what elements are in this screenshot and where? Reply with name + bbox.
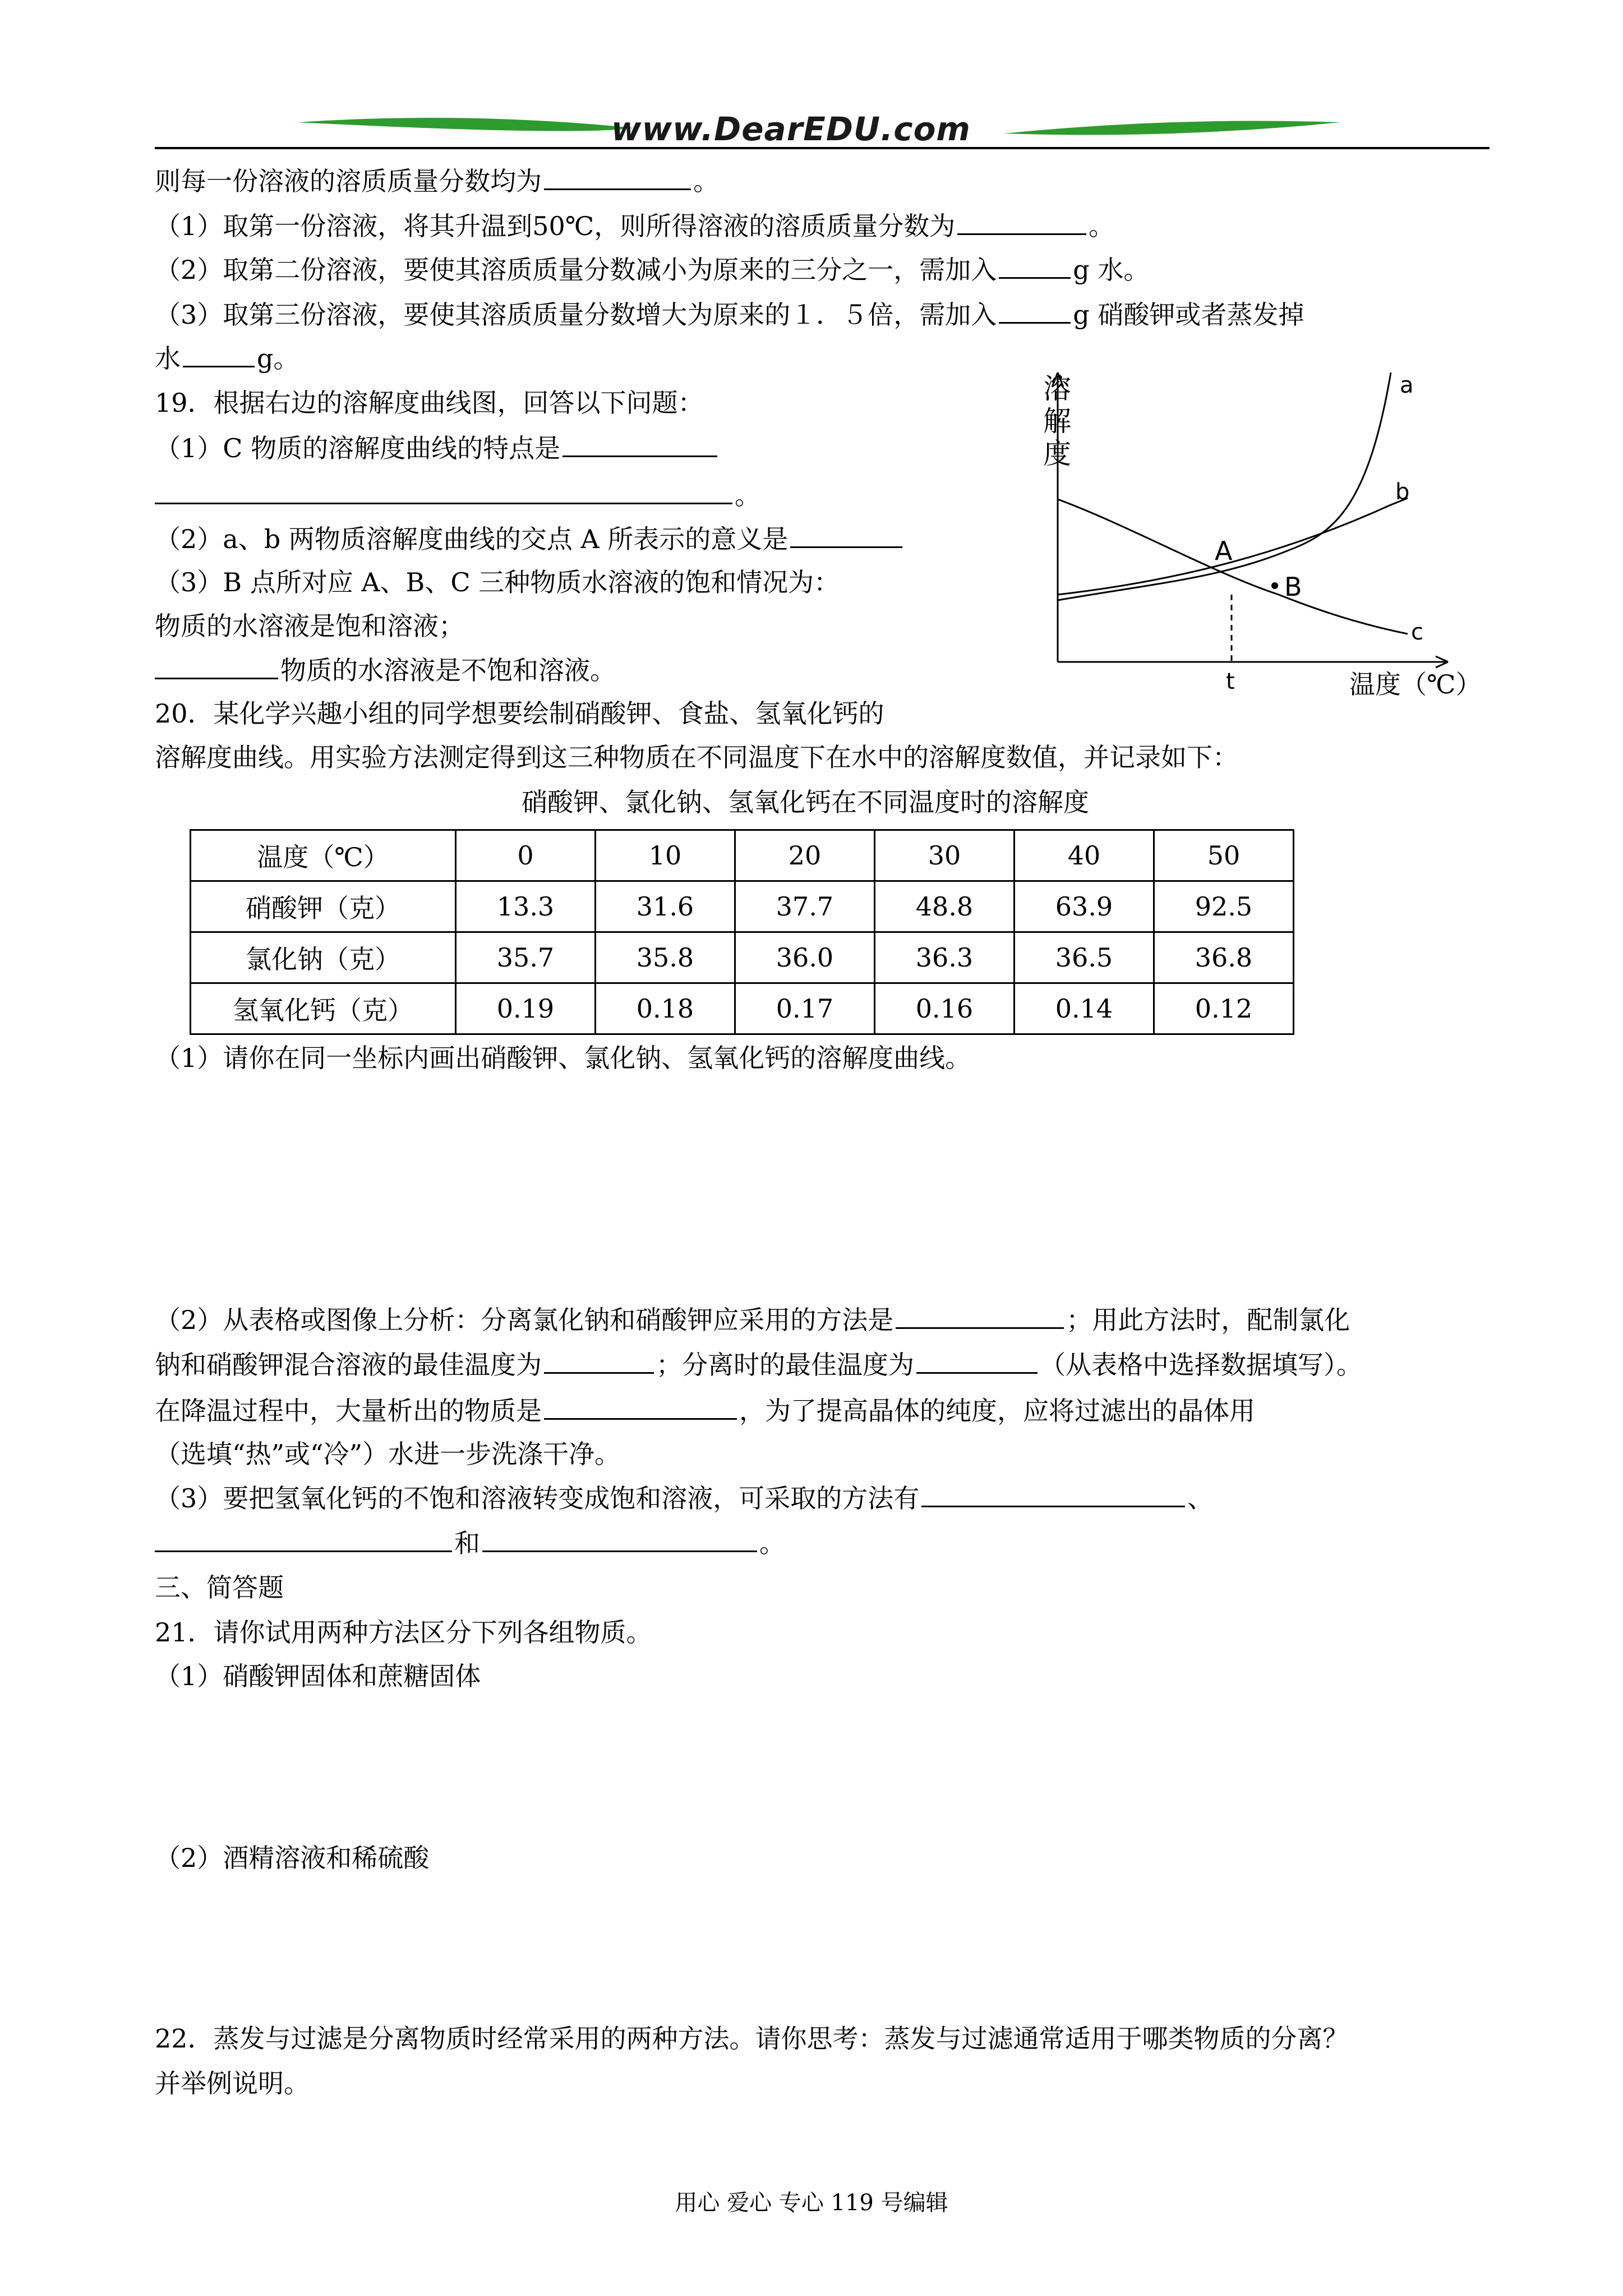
table-cell: 35.7 [456, 932, 596, 983]
solubility-table [190, 829, 1294, 1035]
table-caption: 硝酸钾、氯化钠、氢氧化钙在不同温度时的溶解度 [522, 787, 1089, 817]
table-row-header: 硝酸钾（克） [191, 881, 456, 932]
question-19-1-cont: 。 [155, 478, 760, 512]
question-21: 21．请你试用两种方法区分下列各组物质。 [155, 1617, 652, 1648]
curve-b [1058, 498, 1408, 595]
header-logo-text: www.DearEDU.com [611, 110, 971, 148]
answer-blank[interactable] [896, 1303, 1064, 1329]
answer-blank[interactable] [544, 1347, 654, 1374]
question-20-3: （3）要把氢氧化钙的不饱和溶液转变成饱和溶液，可采取的方法有 、 [155, 1481, 1213, 1515]
answer-blank[interactable] [921, 1481, 1185, 1507]
table-cell: 30 [875, 830, 1015, 881]
y-axis-label-2: 解 [1043, 405, 1071, 438]
table-cell: 40 [1015, 830, 1154, 881]
answer-blank[interactable] [544, 164, 691, 190]
table-cell: 36.8 [1154, 932, 1294, 983]
question-20-2-cont3: （选填“热”或“冷”）水进一步洗涤干净。 [155, 1439, 621, 1469]
table-cell: 92.5 [1154, 881, 1294, 932]
table-row-header: 温度（℃） [191, 830, 456, 881]
table-row [191, 881, 1294, 932]
point-A-label: A [1215, 536, 1233, 566]
y-axis-label-3: 度 [1043, 438, 1071, 470]
table-cell: 36.5 [1015, 932, 1154, 983]
table-cell: 36.3 [875, 932, 1015, 983]
table-cell: 0.17 [735, 983, 875, 1034]
table-cell: 31.6 [596, 881, 735, 932]
table-cell: 0.14 [1015, 983, 1154, 1034]
answer-blank[interactable] [562, 431, 717, 457]
answer-blank[interactable] [155, 478, 732, 504]
question-19-3a: 物质的水溶液是饱和溶液； [155, 611, 464, 641]
table-cell: 50 [1154, 830, 1294, 881]
answer-blank[interactable] [999, 252, 1071, 279]
question-19: 19．根据右边的溶解度曲线图，回答以下问题： [155, 388, 704, 418]
question-20-cont: 溶解度曲线。用实验方法测定得到这三种物质在不同温度下在水中的溶解度数值，并记录如下： [155, 742, 1238, 772]
answer-blank[interactable] [790, 522, 902, 548]
question-20-2: （2）从表格或图像上分析：分离氯化钠和硝酸钾应采用的方法是 ；用此方法时，配制氯化 [155, 1303, 1350, 1337]
table-row-header: 氯化钠（克） [191, 932, 456, 983]
answer-blank[interactable] [544, 1393, 737, 1420]
line-fraction: 则每一份溶液的溶质质量分数均为 。 [155, 164, 719, 198]
question-21-2: （2）酒精溶液和稀硫酸 [155, 1843, 430, 1873]
answer-blank[interactable] [999, 297, 1071, 324]
answer-blank[interactable] [957, 209, 1086, 235]
question-19-2: （2）a、b 两物质溶解度曲线的交点 A 所表示的意义是 [155, 522, 905, 556]
question-22: 22．蒸发与过滤是分离物质时经常采用的两种方法。请你思考：蒸发与过滤通常适用于哪类物质的分离？ [155, 2023, 1349, 2054]
solubility-curve-graph [1043, 365, 1492, 724]
answer-blank[interactable] [916, 1347, 1038, 1374]
line-q3-cont: 水 g。 [155, 341, 299, 375]
table-row-header: 氢氧化钙（克） [191, 983, 456, 1034]
line-q3: （3）取第三份溶液，要使其溶质质量分数增大为原来的１．５倍，需加入 g 硝酸钾或者蒸发掉 [155, 297, 1304, 332]
question-20-2-cont: 钠和硝酸钾混合溶液的最佳温度为 ；分离时的最佳温度为 （从表格中选择数据填写）。 [155, 1347, 1362, 1382]
question-20-1: （1）请你在同一坐标内画出硝酸钾、氯化钠、氢氧化钙的溶解度曲线。 [155, 1043, 971, 1073]
point-B-dot [1271, 582, 1278, 589]
table-cell: 13.3 [456, 881, 596, 932]
table-cell: 35.8 [596, 932, 735, 983]
answer-blank[interactable] [183, 341, 255, 367]
tick-t-label: t [1226, 669, 1235, 694]
table-cell: 0.16 [875, 983, 1015, 1034]
question-20-2-cont2: 在降温过程中，大量析出的物质是 ，为了提高晶体的纯度，应将过滤出的晶体用 [155, 1393, 1255, 1428]
curve-a [1058, 372, 1391, 600]
table-row [191, 830, 1294, 881]
table-cell: 0.19 [456, 983, 596, 1034]
x-axis-label: 温度（℃） [1349, 669, 1482, 700]
question-21-1: （1）硝酸钾固体和蔗糖固体 [155, 1661, 481, 1691]
answer-blank[interactable] [155, 653, 278, 679]
page-footer: 用心 爱心 专心 119 号编辑 [675, 2190, 948, 2216]
question-19-3b: 物质的水溶液是不饱和溶液。 [155, 653, 616, 687]
table-cell: 63.9 [1015, 881, 1154, 932]
table-cell: 0 [456, 830, 596, 881]
question-19-1: （1）C 物质的溶解度曲线的特点是 [155, 431, 720, 465]
table-cell: 0.12 [1154, 983, 1294, 1034]
table-cell: 10 [596, 830, 735, 881]
table-cell: 36.0 [735, 932, 875, 983]
table-cell: 0.18 [596, 983, 735, 1034]
line-q1: （1）取第一份溶液，将其升温到50℃，则所得溶液的溶质质量分数为 。 [155, 209, 1114, 243]
header-rule [155, 147, 1490, 149]
section-3-title: 三、简答题 [155, 1572, 284, 1603]
question-20: 20．某化学兴趣小组的同学想要绘制硝酸钾、食盐、氢氧化钙的 [155, 698, 884, 729]
question-19-3: （3）B 点所对应 A、B、C 三种物质水溶液的饱和情况为： [155, 567, 840, 597]
question-22-cont: 并举例说明。 [155, 2068, 310, 2099]
point-B-label: B [1284, 572, 1302, 602]
curve-c-label: c [1411, 619, 1423, 645]
curve-a-label: a [1400, 372, 1414, 398]
answer-blank[interactable] [155, 1526, 452, 1552]
table-cell: 37.7 [735, 881, 875, 932]
question-20-3-cont: 和 。 [155, 1526, 785, 1560]
table-cell: 48.8 [875, 881, 1015, 932]
answer-blank[interactable] [482, 1526, 757, 1552]
table-cell: 20 [735, 830, 875, 881]
y-axis-label-1: 溶 [1043, 372, 1071, 405]
curve-b-label: b [1395, 479, 1410, 505]
line-q2: （2）取第二份溶液，要使其溶质质量分数减小为原来的三分之一，需加入 g 水。 [155, 252, 1149, 287]
table-row [191, 983, 1294, 1034]
table-row [191, 932, 1294, 983]
